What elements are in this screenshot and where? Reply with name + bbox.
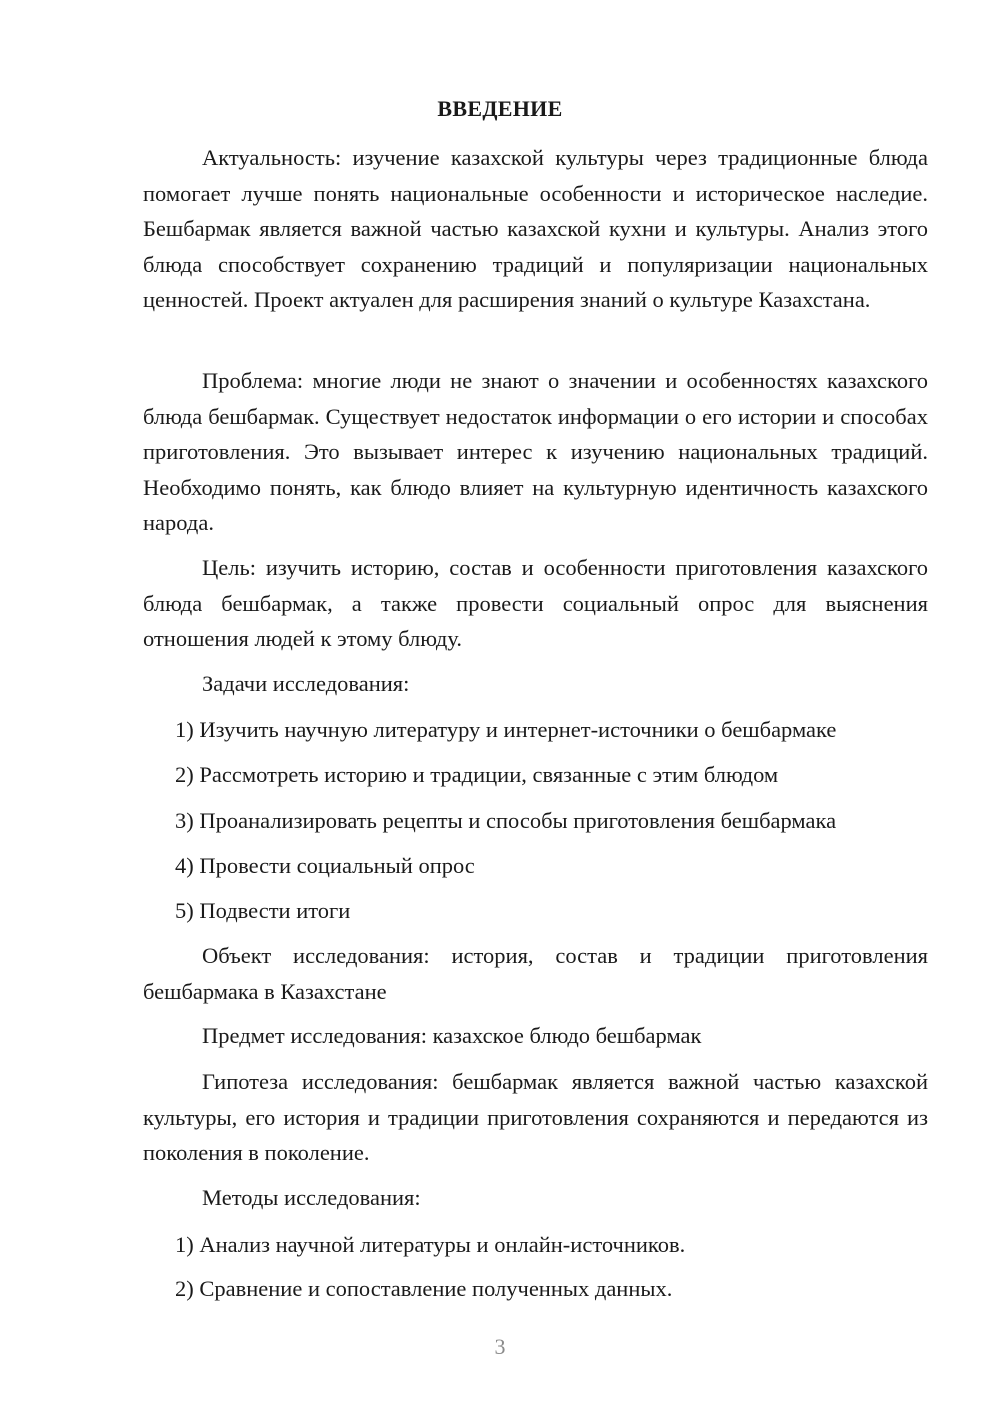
list-item: 3) Проанализировать рецепты и способы приготовления бешбармака (175, 808, 837, 833)
goal-paragraph (143, 550, 928, 657)
relevance-text: Актуальность: изучение казахской культуры через традиционные блюда помогает лучше понять национальные особенности и историческое наследие. Бешбармак является важной частью казахской кухни и культуры. Анализ этого блюда способствует сохранению традиций и популяризации национальных ценностей. Проект актуален для расширения знаний о культуре Казахстана. (143, 145, 928, 312)
page-title: ВВЕДЕНИЕ (437, 96, 563, 121)
methods-heading-text: Методы исследования: (202, 1185, 421, 1210)
list-item: 4) Провести социальный опрос (175, 853, 475, 878)
hypothesis-paragraph (143, 1064, 928, 1171)
object-text: Объект исследования: история, состав и традиции приготовления бешбармака в Казахстане (143, 943, 928, 1004)
subject-text: Предмет исследования: казахское блюдо бешбармак (202, 1023, 702, 1048)
goal-text: Цель: изучить историю, состав и особенности приготовления казахского блюда бешбармак, а также провести социальный опрос для выяснения отношения людей к этому блюду. (143, 555, 928, 651)
tasks-heading (143, 666, 928, 702)
hypothesis-text: Гипотеза исследования: бешбармак является важной частью казахской культуры, его история и традиции приготовления сохраняются и передаются из поколения в поколение. (143, 1069, 928, 1165)
methods-heading (143, 1180, 928, 1216)
relevance-paragraph (143, 140, 928, 318)
list-item: 2) Рассмотреть историю и традиции, связанные с этим блюдом (175, 762, 779, 787)
tasks-heading-text: Задачи исследования: (202, 671, 410, 696)
subject-paragraph (143, 1018, 928, 1054)
list-item: 1) Изучить научную литературу и интернет-источники о бешбармаке (175, 717, 837, 742)
problem-paragraph (143, 363, 928, 541)
problem-text: Проблема: многие люди не знают о значении и особенностях казахского блюда бешбармак. Существует недостаток информации о его истории и способах приготовления. Это вызывает интерес к изучению национальных традиций. Необходимо понять, как блюдо влияет на культурную идентичность казахского народа. (143, 368, 928, 535)
list-item: 2) Сравнение и сопоставление полученных данных. (175, 1276, 673, 1301)
page-number: 3 (494, 1334, 506, 1359)
list-item: 5) Подвести итоги (175, 898, 351, 923)
list-item: 1) Анализ научной литературы и онлайн-источников. (175, 1232, 686, 1257)
object-paragraph (143, 938, 928, 1009)
